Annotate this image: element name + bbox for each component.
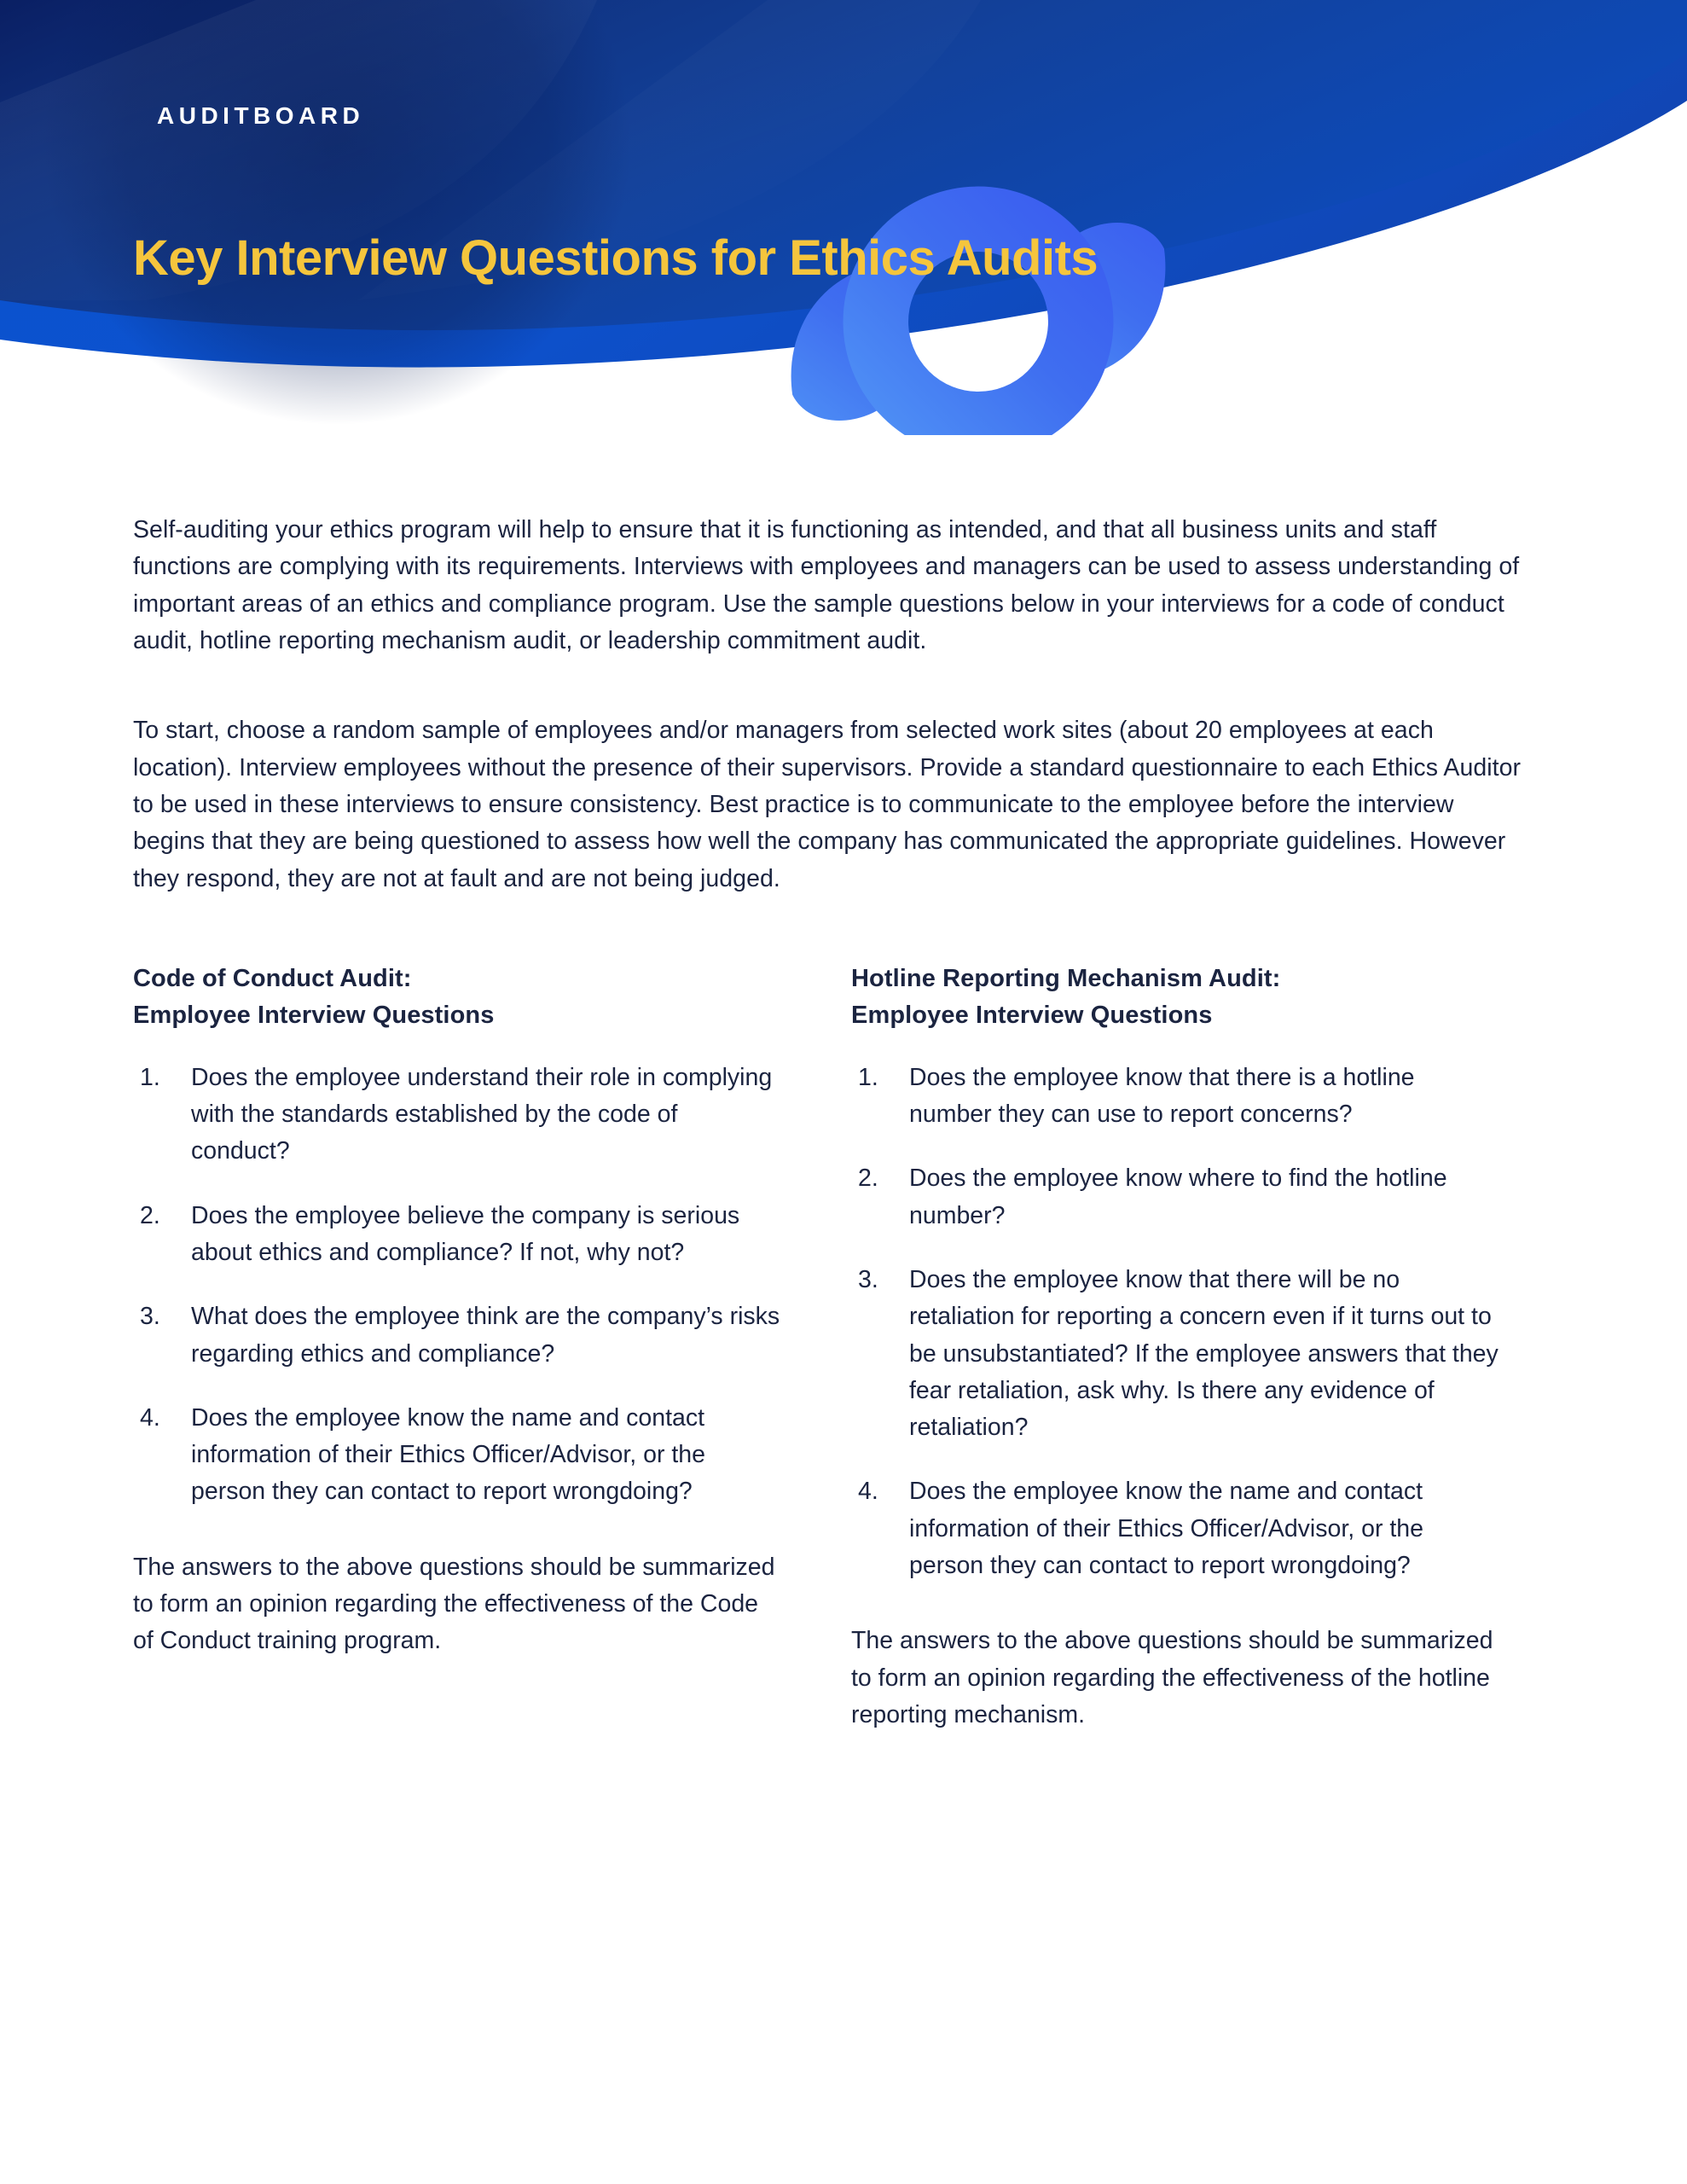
auditboard-logo [135, 104, 364, 128]
column-code-of-conduct-audit [133, 961, 781, 1734]
question-item: Does the employee understand their role in complying with the standards established by the code of conduct? [191, 1063, 773, 1165]
document-body [0, 435, 1687, 1734]
intro-paragraph-2: To start, choose a random sample of employees and/or managers from selected work sites (about 20 employees at each location). Interview employees without the presence of their supervisors. Provide a standard questionnaire to each Ethics Auditor to be used in these interviews to ensure consistency. Best practice is to communicate to the employee before the interview begins that they are being questioned to assess how well the company has communicated the appropriate guidelines. However they respond, they are not at fault and are not being judged. [133, 717, 1522, 892]
question-item: Does the employee know that there is a hotline number they can use to report concerns? [909, 1063, 1415, 1128]
questions-columns [133, 961, 1554, 1734]
intro-paragraph-1: Self-auditing your ethics program will help to ensure that it is functioning as intended, and that all business units and staff functions are complying with its requirements. Interviews with employees and managers can be used to assess understanding of important areas of an ethics and compliance program. Use the sample questions below in your interviews for a code of conduct audit, hotline reporting mechanism audit, or leadership commitment audit. [133, 516, 1520, 654]
column-heading-line-2: Employee Interview Questions [133, 1001, 495, 1029]
question-item: Does the employee know where to find the hotline number? [909, 1165, 1447, 1229]
question-item: Does the employee know the name and contact information of their Ethics Officer/Advisor, or the person they can contact to report wrongdoing? [909, 1478, 1423, 1580]
page-header-banner [0, 0, 1687, 435]
column-heading-line-1: Hotline Reporting Mechanism Audit: [851, 964, 1281, 992]
question-item: Does the employee believe the company is serious about ethics and compliance? If not, why not? [191, 1201, 740, 1266]
column-heading-hotline-reporting [851, 961, 1499, 1034]
column-heading-code-of-conduct [133, 961, 781, 1034]
question-item: Does the employee know the name and contact information of their Ethics Officer/Advisor, or the person they can contact to report wrongdoing? [191, 1403, 705, 1506]
column-heading-line-2: Employee Interview Questions [851, 1001, 1213, 1029]
question-item: Does the employee know that there will be no retaliation for reporting a concern even if it turns out to be unsubstantiated? If the employee answers that they fear retaliation, ask why. Is there any evidence of retaliation? [909, 1265, 1499, 1442]
content-container [0, 435, 1687, 1734]
question-list-hotline-reporting [851, 1060, 1499, 1585]
auditboard-wordmark: AUDITBOARD [157, 102, 365, 129]
column-hotline-reporting-mechanism-audit [851, 961, 1499, 1734]
page-title: Key Interview Questions for Ethics Audits [133, 229, 1099, 286]
question-item: What does the employee think are the company’s risks regarding ethics and compliance? [191, 1303, 780, 1368]
closing-paragraph-hotline-reporting: The answers to the above questions should be summarized to form an opinion regarding the effectiveness of the hotline reporting mechanism. [851, 1627, 1493, 1728]
question-list-code-of-conduct [133, 1060, 781, 1511]
column-heading-line-1: Code of Conduct Audit: [133, 964, 412, 992]
closing-paragraph-code-of-conduct: The answers to the above questions should be summarized to form an opinion regarding the effectiveness of the Code of Conduct training program. [133, 1553, 775, 1655]
